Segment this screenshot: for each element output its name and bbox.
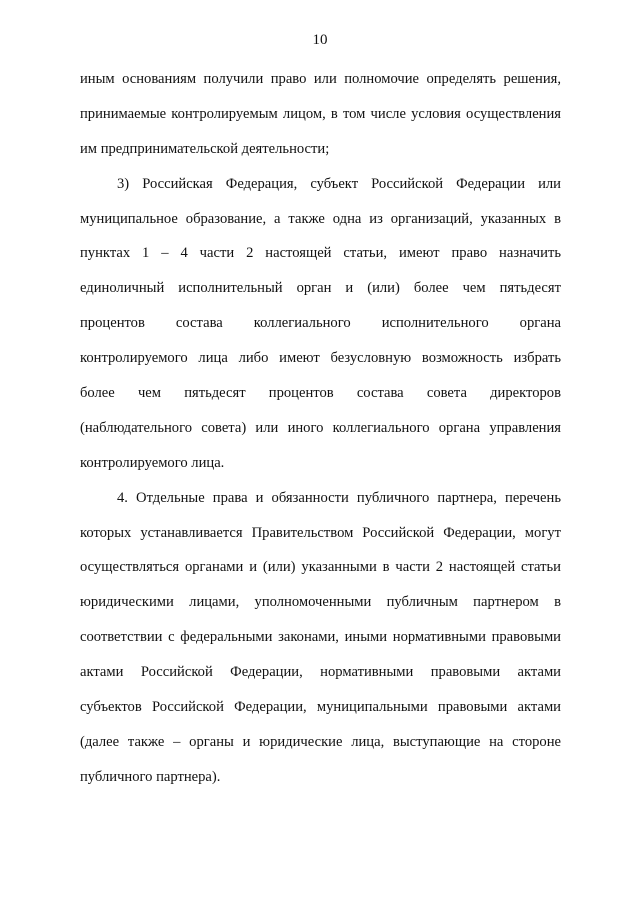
text-line: соответствии с федеральными законами, иными нормативными правовыми: [80, 629, 561, 646]
text-line: иным основаниям получили право или полномочие определять решения,: [80, 71, 561, 87]
text-line: (наблюдательного совета) или иного коллегиального органа управления: [80, 419, 561, 436]
text-line: более чем пятьдесят процентов состава совета директоров: [80, 385, 561, 402]
text-line: единоличный исполнительный орган и (или) более чем пятьдесят: [80, 280, 561, 297]
text-line: контролируемого лица либо имеют безусловную возможность избрать: [80, 350, 561, 367]
text-line: юридическими лицами, уполномоченными публичным партнером в: [80, 594, 561, 611]
page-number: 10: [312, 32, 328, 48]
text-line: пунктах 1 – 4 части 2 настоящей статьи, имеют право назначить: [80, 245, 561, 262]
text-line: им предпринимательской деятельности;: [80, 140, 330, 157]
text-line: субъектов Российской Федерации, муниципальными правовыми актами: [80, 699, 561, 716]
paragraph-3-start: 3) Российская Федерация, субъект Российской Федерации или: [117, 175, 561, 192]
text-line: которых устанавливается Правительством Российской Федерации, могут: [80, 524, 561, 541]
paragraph-4-start: 4. Отдельные права и обязанности публичного партнера, перечень: [117, 489, 561, 506]
text-line: актами Российской Федерации, нормативными правовыми актами: [80, 664, 561, 681]
document-body: [80, 62, 561, 795]
text-line: осуществляться органами и (или) указанными в части 2 настоящей статьи: [80, 559, 561, 576]
text-line: принимаемые контролируемым лицом, в том числе условия осуществления: [80, 105, 561, 122]
text-line: контролируемого лица.: [80, 454, 225, 471]
text-line: процентов состава коллегиального исполнительного органа: [80, 315, 561, 332]
text-line: публичного партнера).: [80, 768, 221, 785]
text-line: (далее также – органы и юридические лица, выступающие на стороне: [80, 733, 561, 750]
text-line: муниципальное образование, а также одна из организаций, указанных в: [80, 210, 561, 227]
